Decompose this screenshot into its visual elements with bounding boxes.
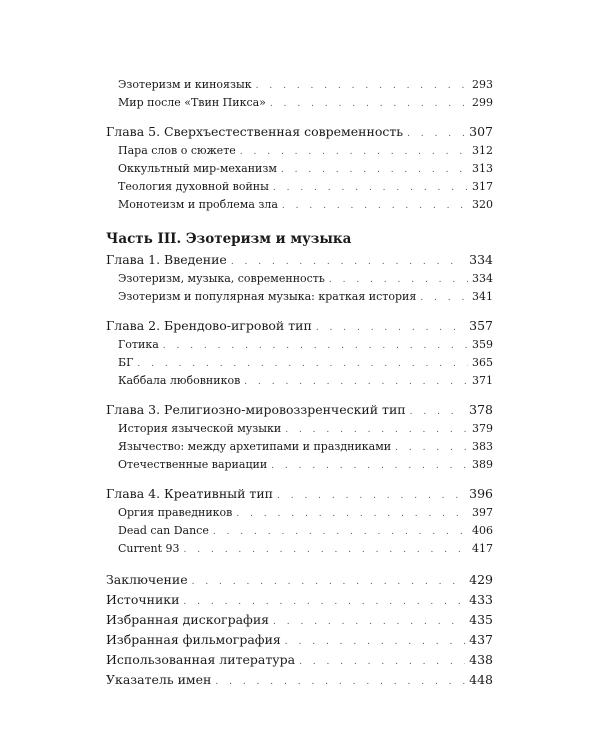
- toc-entry: [106, 336, 493, 354]
- leader-dots: [285, 421, 468, 439]
- back-matter-title: Избранная дискография: [106, 612, 270, 627]
- chapter-title: Глава 1. Введение: [106, 252, 227, 267]
- back-matter-page: 429: [469, 572, 493, 587]
- chapter-page: 357: [469, 318, 493, 333]
- toc-back-matter: [106, 610, 493, 630]
- toc-back-matter: [106, 650, 493, 670]
- toc-entry-page: 341: [472, 290, 493, 303]
- chapter-title: Глава 4. Креативный тип: [106, 486, 274, 501]
- leader-dots: [184, 541, 468, 559]
- leader-dots: [407, 124, 465, 144]
- toc-entry: [106, 438, 493, 456]
- toc-entry-label: Отечественные вариации: [118, 458, 268, 471]
- toc-back-matter: [106, 590, 493, 610]
- leader-dots: [256, 77, 468, 95]
- toc-entry-page: 389: [472, 458, 493, 471]
- toc-entry: [106, 160, 493, 178]
- leader-dots: [137, 355, 468, 373]
- toc-chapter: [106, 484, 493, 504]
- toc-entry: [106, 94, 493, 112]
- leader-dots: [270, 95, 468, 113]
- toc-entry: [106, 196, 493, 214]
- toc-entry: [106, 354, 493, 372]
- back-matter-title: Источники: [106, 592, 180, 607]
- leader-dots: [183, 592, 465, 612]
- toc-entry-label: Dead can Dance: [118, 524, 209, 537]
- back-matter-page: 433: [469, 592, 493, 607]
- chapter-page: 378: [469, 402, 493, 417]
- toc-entry: [106, 142, 493, 160]
- back-matter-title: Указатель имен: [106, 672, 212, 687]
- toc-entry-page: 293: [472, 78, 493, 91]
- toc-entry: [106, 270, 493, 288]
- toc-entry-label: Пара слов о сюжете: [118, 144, 236, 157]
- leader-dots: [395, 439, 468, 457]
- back-matter-page: 438: [469, 652, 493, 667]
- toc-entry-page: 383: [472, 440, 493, 453]
- toc-entry-page: 406: [472, 524, 493, 537]
- toc-entry-page: 312: [472, 144, 493, 157]
- toc-entry: [106, 540, 493, 558]
- toc-back-matter: [106, 570, 493, 590]
- leader-dots: [420, 289, 468, 307]
- chapter-page: 334: [469, 252, 493, 267]
- toc-chapter: [106, 250, 493, 270]
- toc-entry-page: 417: [472, 542, 493, 555]
- chapter-title: Глава 5. Сверхъестественная современность: [106, 124, 404, 139]
- table-of-contents: [106, 76, 493, 690]
- toc-entry: [106, 178, 493, 196]
- leader-dots: [213, 523, 468, 541]
- toc-entry-page: 334: [472, 272, 493, 285]
- toc-entry: [106, 456, 493, 474]
- back-matter-page: 448: [469, 672, 493, 687]
- leader-dots: [282, 197, 468, 215]
- toc-entry-page: 359: [472, 338, 493, 351]
- toc-entry: [106, 504, 493, 522]
- toc-entry-label: Мир после «Твин Пикса»: [118, 96, 266, 109]
- leader-dots: [244, 373, 468, 391]
- toc-entry-page: 317: [472, 180, 493, 193]
- toc-entry-label: Эзотеризм и популярная музыка: краткая история: [118, 290, 417, 303]
- toc-entry-label: Оргия праведников: [118, 506, 233, 519]
- back-matter-title: Использованная литература: [106, 652, 296, 667]
- toc-entry-label: Каббала любовников: [118, 374, 241, 387]
- toc-entry-label: Эзотеризм и киноязык: [118, 78, 252, 91]
- toc-entry-label: Теология духовной войны: [118, 180, 269, 193]
- toc-entry-label: БГ: [118, 356, 134, 369]
- toc-entry-label: Current 93: [118, 542, 180, 555]
- leader-dots: [240, 143, 468, 161]
- toc-entry: [106, 522, 493, 540]
- leader-dots: [273, 612, 465, 632]
- leader-dots: [271, 457, 468, 475]
- toc-chapter: [106, 122, 493, 142]
- toc-entry-page: 313: [472, 162, 493, 175]
- leader-dots: [299, 652, 465, 672]
- back-matter-page: 437: [469, 632, 493, 647]
- toc-entry-page: 397: [472, 506, 493, 519]
- leader-dots: [410, 402, 466, 422]
- toc-entry: [106, 288, 493, 306]
- toc-entry-page: 365: [472, 356, 493, 369]
- leader-dots: [163, 337, 468, 355]
- leader-dots: [285, 632, 465, 652]
- toc-back-matter: [106, 630, 493, 650]
- chapter-page: 307: [469, 124, 493, 139]
- leader-dots: [329, 271, 468, 289]
- back-matter-page: 435: [469, 612, 493, 627]
- leader-dots: [273, 179, 468, 197]
- toc-entry-label: Готика: [118, 338, 159, 351]
- toc-entry-page: 379: [472, 422, 493, 435]
- part-title: Часть III. Эзотеризм и музыка: [106, 231, 352, 247]
- chapter-page: 396: [469, 486, 493, 501]
- back-matter-title: Заключение: [106, 572, 188, 587]
- toc-back-matter: [106, 670, 493, 690]
- leader-dots: [192, 572, 466, 592]
- leader-dots: [277, 486, 465, 506]
- chapter-title: Глава 3. Религиозно-мировоззренческий тип: [106, 402, 406, 417]
- toc-entry-page: 299: [472, 96, 493, 109]
- leader-dots: [236, 505, 468, 523]
- toc-entry-page: 371: [472, 374, 493, 387]
- toc-entry-label: Оккультный мир-механизм: [118, 162, 277, 175]
- back-matter-title: Избранная фильмография: [106, 632, 281, 647]
- toc-entry-label: Язычество: между архетипами и праздниками: [118, 440, 392, 453]
- leader-dots: [316, 318, 465, 338]
- leader-dots: [215, 672, 465, 692]
- toc-chapter: [106, 400, 493, 420]
- leader-dots: [281, 161, 468, 179]
- toc-entry-page: 320: [472, 198, 493, 211]
- toc-entry-label: Эзотеризм, музыка, современность: [118, 272, 325, 285]
- toc-entry-label: Монотеизм и проблема зла: [118, 198, 278, 211]
- toc-entry: [106, 372, 493, 390]
- leader-dots: [231, 252, 465, 272]
- toc-entry: [106, 420, 493, 438]
- toc-entry-label: История языческой музыки: [118, 422, 282, 435]
- chapter-title: Глава 2. Брендово-игровой тип: [106, 318, 312, 333]
- toc-chapter: [106, 316, 493, 336]
- toc-entry: [106, 76, 493, 94]
